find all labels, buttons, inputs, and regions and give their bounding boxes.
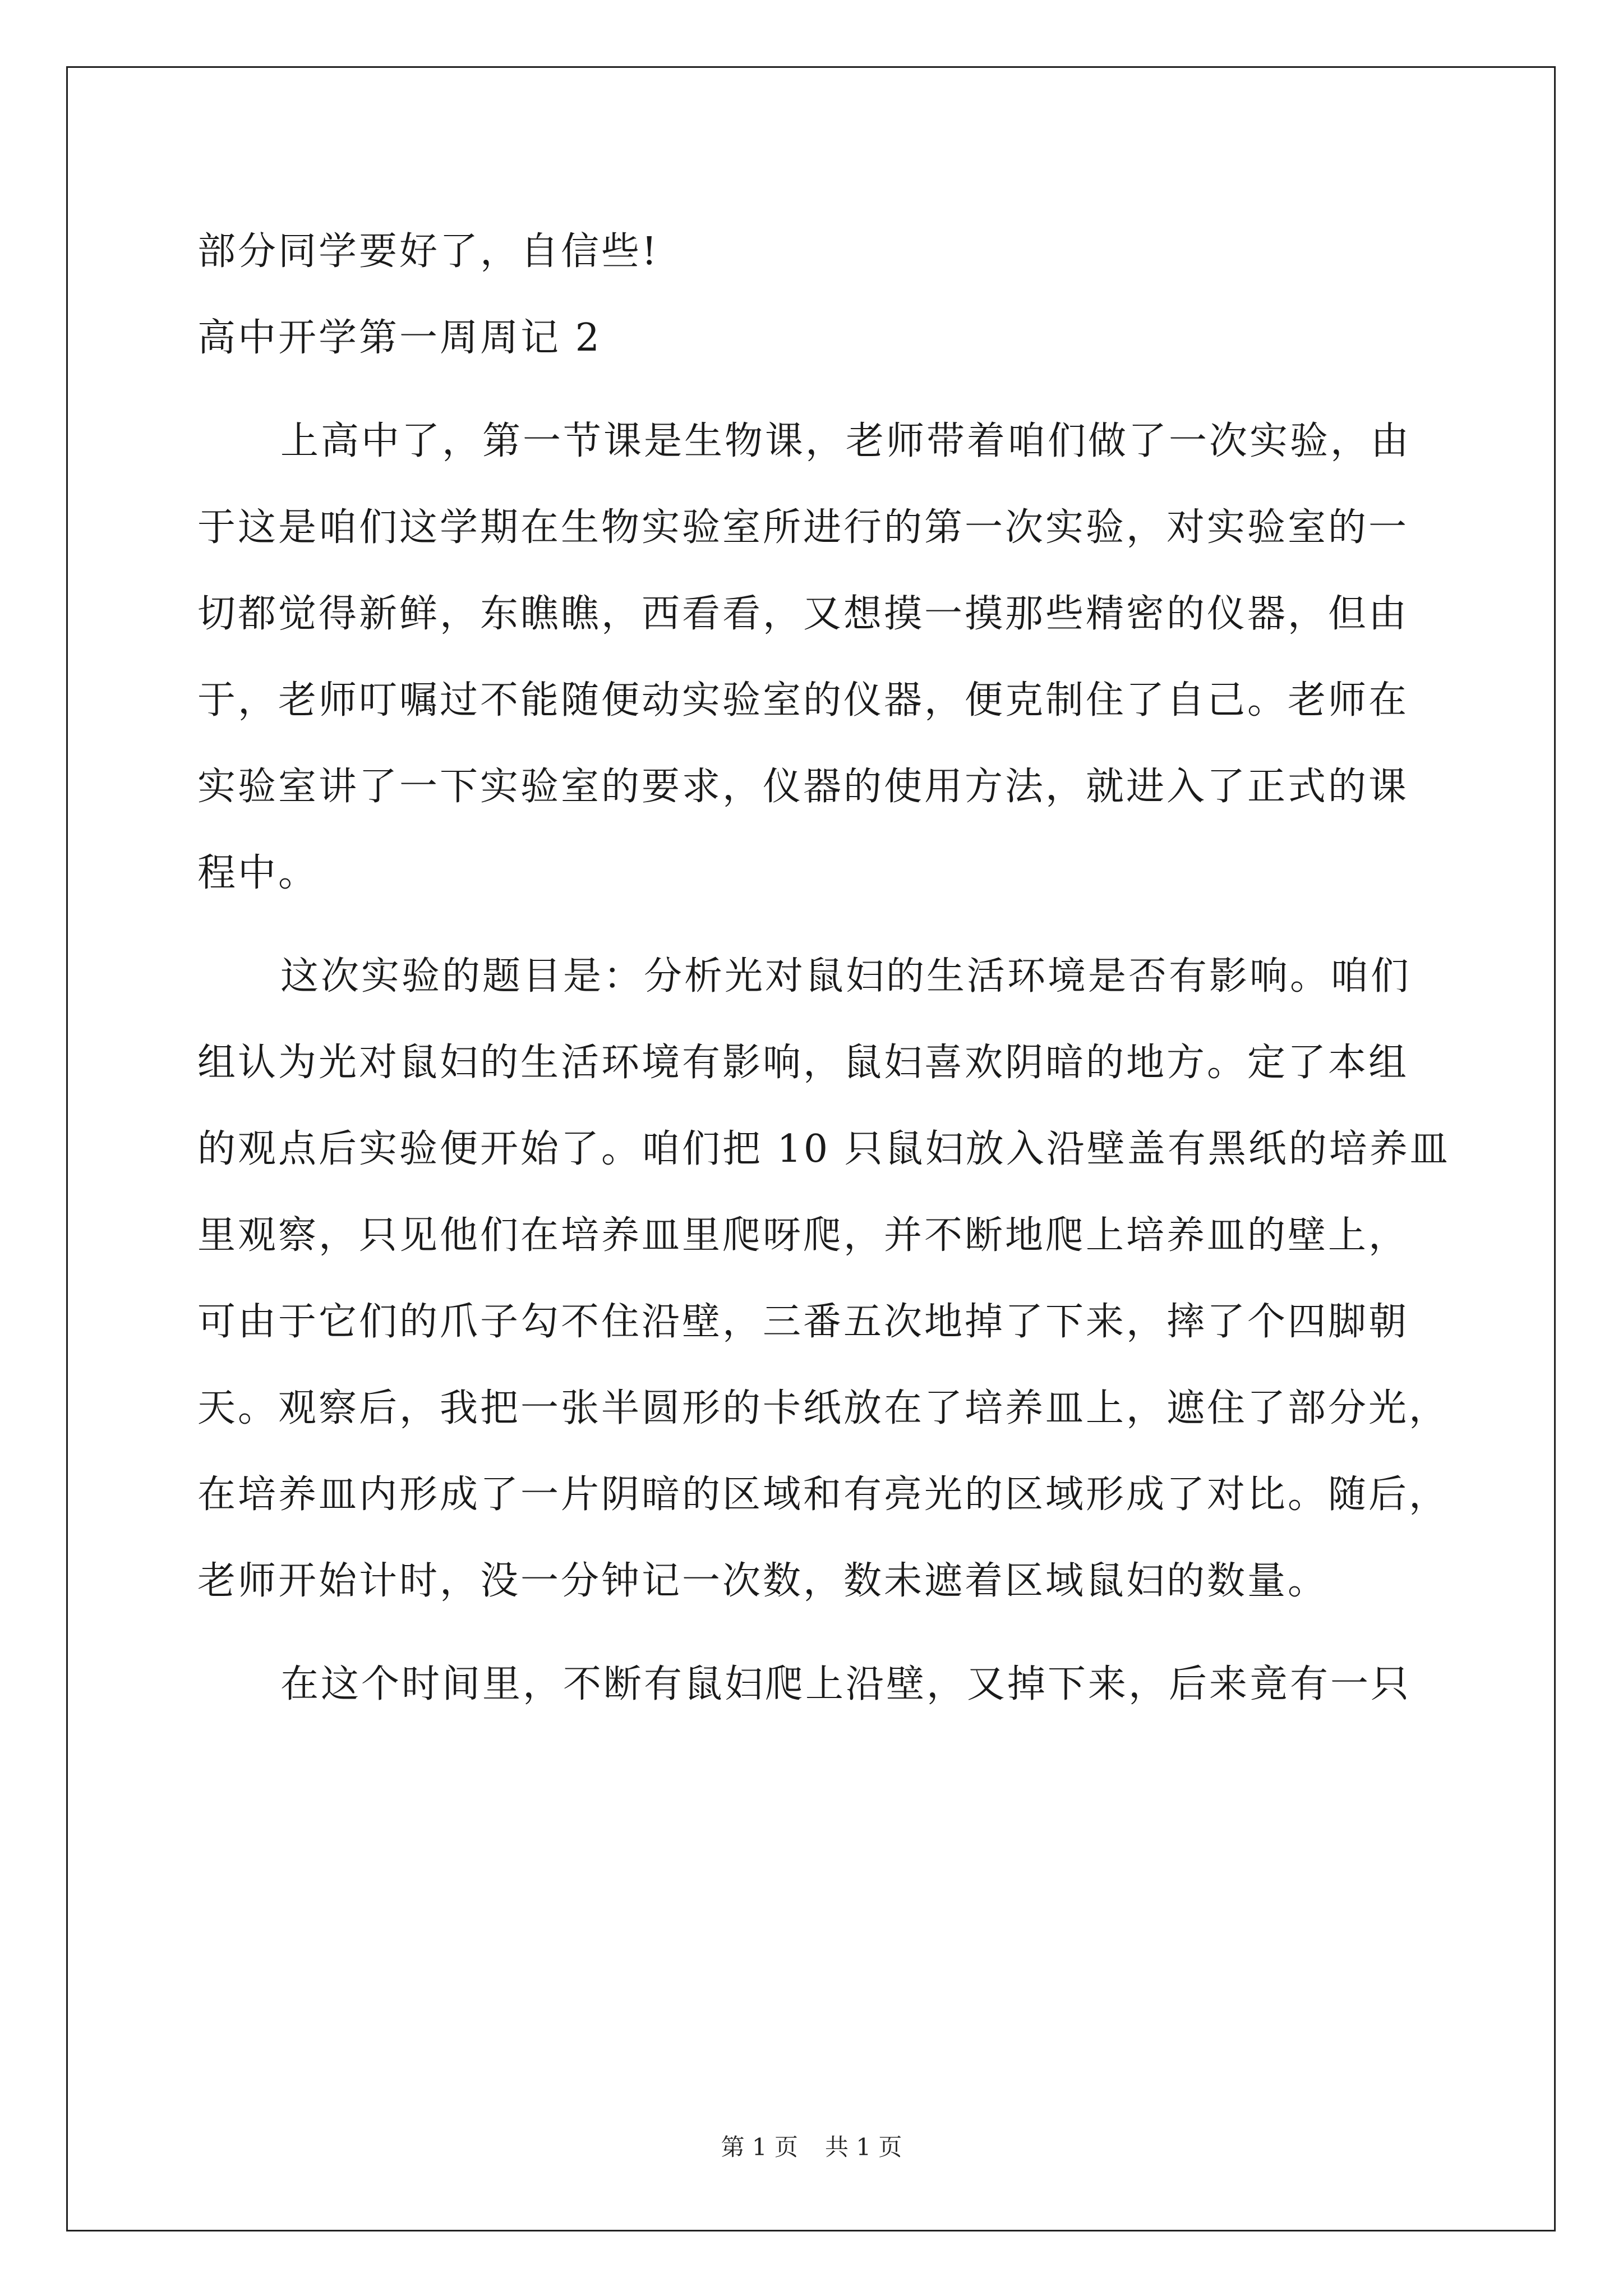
paragraph-gap	[197, 917, 1454, 933]
text-line: 部分同学要好了，自信些!	[197, 229, 660, 274]
paragraph-line: 天。观察后，我把一张半圆形的卡纸放在了培养皿上，遮住了部分光，	[197, 1386, 1450, 1430]
paragraph-line: 这次实验的题目是：分析光对鼠妇的生活环境是否有影响。咱们	[280, 954, 1412, 999]
paragraph-2	[197, 933, 1454, 1625]
paragraph-line: 上高中了，第一节课是生物课，老师带着咱们做了一次实验，由	[280, 419, 1412, 463]
section-title: 高中开学第一周周记 2	[197, 316, 602, 360]
paragraph-line: 实验室讲了一下实验室的要求，仪器的使用方法，就进入了正式的课	[197, 765, 1409, 809]
paragraph-line: 组认为光对鼠妇的生活环境有影响，鼠妇喜欢阴暗的地方。定了本组	[197, 1041, 1409, 1085]
paragraph-3	[197, 1641, 1454, 1728]
paragraph-line: 可由于它们的爪子勾不住沿壁，三番五次地掉了下来，摔了个四脚朝	[197, 1300, 1409, 1344]
paragraph-gap	[197, 1625, 1454, 1641]
paragraph-line: 在培养皿内形成了一片阴暗的区域和有亮光的区域形成了对比。随后，	[197, 1473, 1450, 1517]
paragraph-line: 的观点后实验便开始了。咱们把 10 只鼠妇放入沿壁盖有黑纸的培养皿	[197, 1127, 1450, 1171]
paragraph-line: 于，老师叮嘱过不能随便动实验室的仪器，便克制住了自己。老师在	[197, 678, 1409, 723]
paragraph-1	[197, 398, 1454, 917]
paragraph-line: 程中。	[197, 851, 319, 895]
paragraph-line: 老师开始计时，没一分钟记一次数，数未遮着区域鼠妇的数量。	[197, 1559, 1329, 1603]
page-total: 共 1 页	[825, 2133, 902, 2161]
document-body	[197, 209, 1454, 1728]
paragraph-gap	[197, 381, 1454, 398]
paragraph-line: 切都觉得新鲜，东瞧瞧，西看看，又想摸一摸那些精密的仪器，但由	[197, 592, 1409, 636]
paragraph-line: 在这个时间里，不断有鼠妇爬上沿壁，又掉下来，后来竟有一只	[280, 1662, 1412, 1706]
page-footer	[0, 2129, 1623, 2162]
paragraph-line: 于这是咱们这学期在生物实验室所进行的第一次实验，对实验室的一	[197, 505, 1409, 550]
paragraph-line: 里观察，只见他们在培养皿里爬呀爬，并不断地爬上培养皿的壁上，	[197, 1213, 1409, 1258]
page-number: 第 1 页	[721, 2133, 798, 2161]
